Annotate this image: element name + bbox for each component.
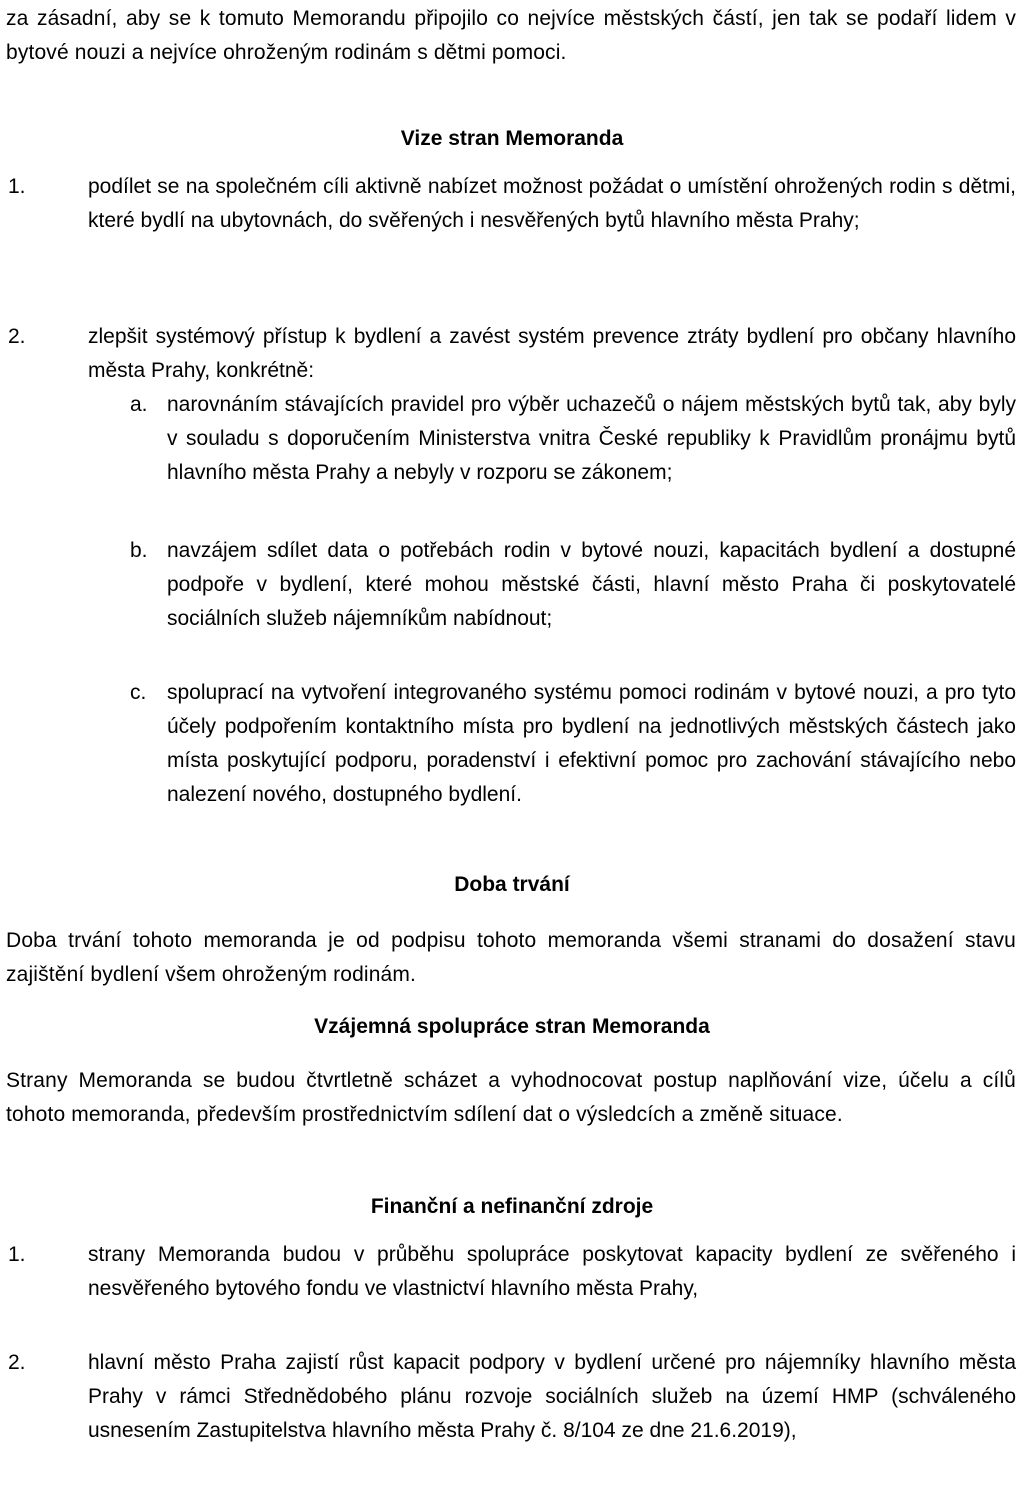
intro-paragraph: za zásadní, aby se k tomuto Memorandu připojilo co nejvíce městských částí, jen tak se podaří lidem v bytové nouzi a nejvíce ohroženým rodinám s dětmi pomoci. xyxy=(6,7,1016,64)
subitem-text: spoluprací na vytvoření integrovaného systému pomoci rodinám v bytové nouzi, a pro tyto účely podpořením kontaktního místa pro bydlení na jednotlivých městských částech jako místa poskytující podporu, poradenství i efektivní pomoc pro zachování stávajícího nebo nalezení nového, dostupného bydlení. xyxy=(167,681,1016,806)
item-number: 2. xyxy=(8,1351,26,1374)
subitem-letter: b. xyxy=(130,539,148,562)
subitem-letter: c. xyxy=(130,681,147,704)
item-text: hlavní město Praha zajistí růst kapacit podpory v bydlení určené pro nájemníky hlavního města Prahy v rámci Střednědobého plánu rozvoje sociálních služeb na území HMP (schváleného usnesením Zastupitelstva hlavního města Prahy č. 8/104 ze dne 21.6.2019), xyxy=(88,1351,1016,1442)
item-number: 1. xyxy=(8,1243,26,1266)
item-text: strany Memoranda budou v průběhu spolupráce poskytovat kapacity bydlení ze svěřeného i nesvěřeného bytového fondu ve vlastnictví hlavního města Prahy, xyxy=(88,1243,1016,1300)
heading-spoluprace: Vzájemná spolupráce stran Memoranda xyxy=(314,1015,710,1038)
item-text: podílet se na společném cíli aktivně nabízet možnost požádat o umístění ohrožených rodin s dětmi, které bydlí na ubytovnách, do svěřených i nesvěřených bytů hlavního města Prahy; xyxy=(88,175,1016,232)
doba-paragraph: Doba trvání tohoto memoranda je od podpisu tohoto memoranda všemi stranami do dosažení stavu zajištění bydlení všem ohroženým rodinám. xyxy=(6,929,1016,986)
subitem-letter: a. xyxy=(130,393,148,416)
subitem-text: narovnáním stávajících pravidel pro výběr uchazečů o nájem městských bytů tak, aby byly v souladu s doporučením Ministerstva vnitra České republiky k Pravidlům pronájmu bytů hlavního města Prahy a nebyly v rozporu se zákonem; xyxy=(167,393,1016,484)
heading-doba: Doba trvání xyxy=(454,873,570,896)
item-number: 1. xyxy=(8,175,26,198)
item-number: 2. xyxy=(8,325,26,348)
heading-zdroje: Finanční a nefinanční zdroje xyxy=(370,1195,654,1218)
subitem-text: navzájem sdílet data o potřebách rodin v bytové nouzi, kapacitách bydlení a dostupné podpoře v bydlení, které mohou městské části, hlavní město Praha či poskytovatelé sociálních služeb nájemníkům nabídnout; xyxy=(167,539,1016,630)
spoluprace-paragraph: Strany Memoranda se budou čtvrtletně scházet a vyhodnocovat postup naplňování vize, účelu a cílů tohoto memoranda, především prostřednictvím sdílení dat o výsledcích a změně situace. xyxy=(6,1069,1016,1126)
item-text: zlepšit systémový přístup k bydlení a zavést systém prevence ztráty bydlení pro občany hlavního města Prahy, konkrétně: xyxy=(88,325,1016,382)
heading-vize: Vize stran Memoranda xyxy=(400,127,624,150)
